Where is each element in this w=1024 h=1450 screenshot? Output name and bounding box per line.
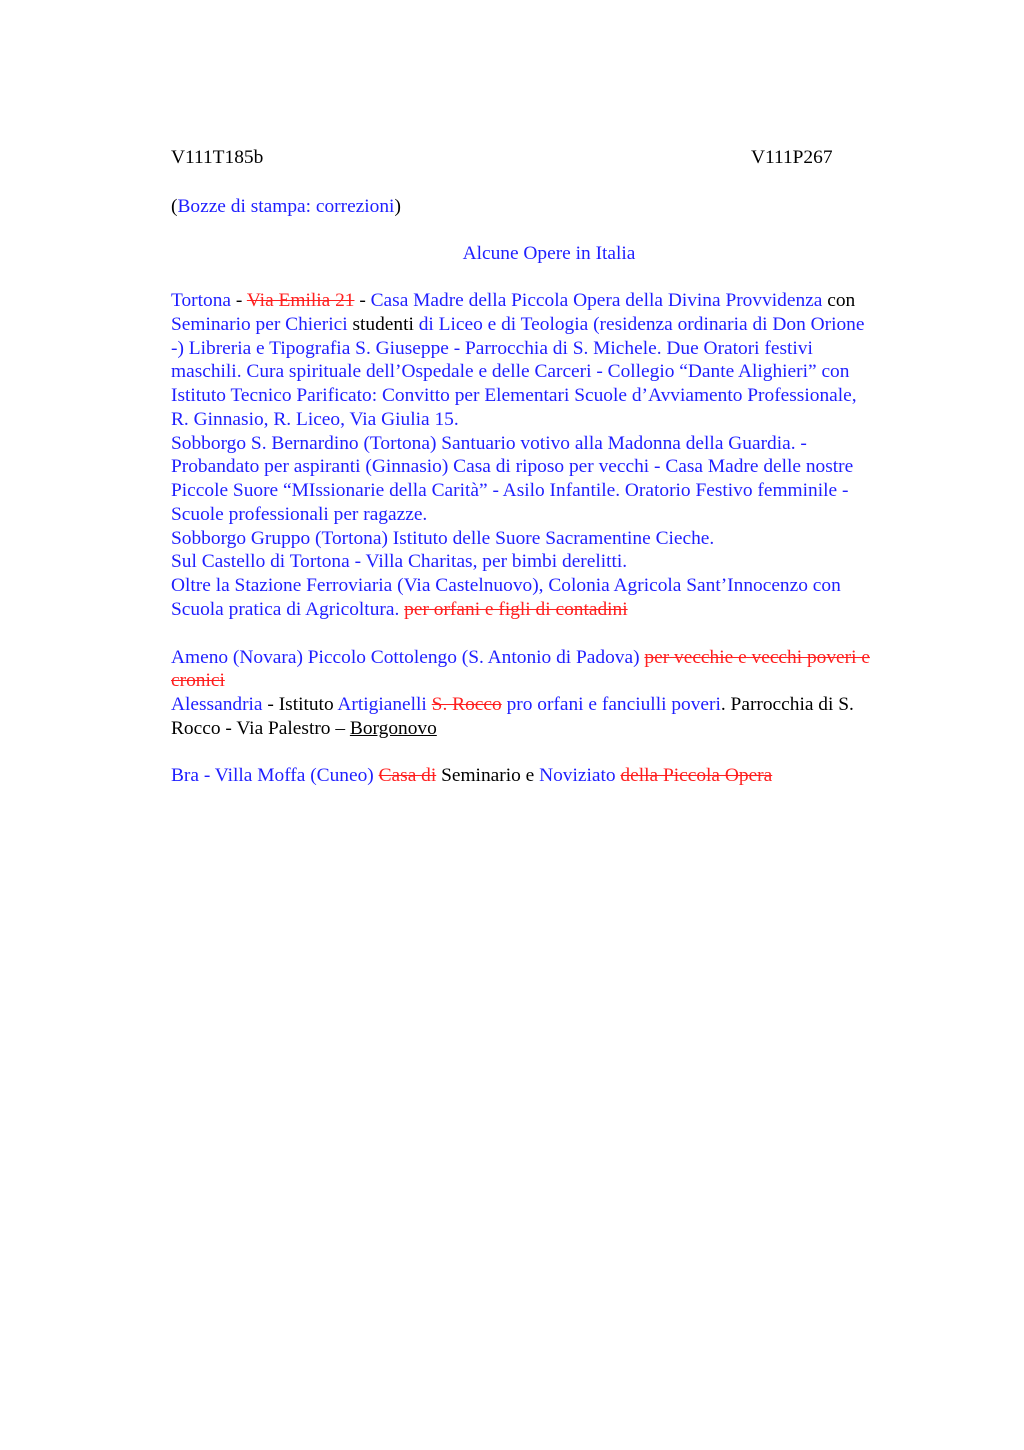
deleted-text: Casa di <box>378 765 437 786</box>
text-segment: Alessandria <box>171 694 263 715</box>
underlined-text: Borgonovo <box>349 718 437 739</box>
text-line-11 <box>171 527 714 551</box>
text-segment: Ameno (Novara) Piccolo Cottolengo (S. Antonio di Padova) <box>171 647 640 668</box>
text-line-6 <box>171 408 459 432</box>
text-line-18 <box>171 717 437 741</box>
text-segment: Seminario per Chierici <box>171 314 348 335</box>
document-id-left <box>171 146 263 170</box>
draft-note <box>171 195 401 219</box>
text-segment: Sul Castello di Tortona - Villa Charitas, per bimbi derelitti. <box>171 551 628 572</box>
text-line-17 <box>171 693 854 717</box>
note-open-paren: ( <box>171 196 178 217</box>
text-segment: Rocco - Via Palestro – <box>171 718 350 739</box>
text-segment: Sobborgo Gruppo (Tortona) Istituto delle Suore Sacramentine Cieche. <box>171 528 715 549</box>
page-title <box>0 242 1024 266</box>
text-segment: Oltre la Stazione Ferroviaria (Via Castelnuovo), Colonia Agricola Sant’Innocenzo con <box>171 575 841 596</box>
text-segment: Artigianelli <box>337 694 427 715</box>
deleted-text: cronici <box>171 670 225 691</box>
text-line-16 <box>171 669 225 693</box>
text-segment: Bra - Villa Moffa (Cuneo) <box>171 765 374 786</box>
deleted-text: della Piccola Opera <box>620 765 773 786</box>
text-segment: Scuole professionali per ragazze. <box>171 504 428 525</box>
text-line-9 <box>171 479 848 503</box>
text-segment: di Liceo e di Teologia (residenza ordinaria di Don Orione <box>418 314 865 335</box>
text-line-2 <box>171 313 864 337</box>
right-id: V111P267 <box>751 147 833 168</box>
text-line-7 <box>171 432 807 456</box>
document-id-right <box>751 146 833 170</box>
deleted-text: S. Rocco <box>431 694 502 715</box>
text-segment: maschili. Cura spirituale dell’Ospedale e delle Carceri - Collegio “Dante Alighieri” con <box>171 361 850 382</box>
text-line-13 <box>171 574 841 598</box>
text-segment: Piccole Suore “MIssionarie della Carità” - Asilo Infantile. Oratorio Festivo femminile - <box>171 480 849 501</box>
text-line-19 <box>171 764 772 788</box>
text-segment: Noviziato <box>539 765 616 786</box>
text-segment: Scuola pratica di Agricoltura. <box>171 599 400 620</box>
note-close-paren: ) <box>394 196 401 217</box>
text-segment: Seminario e <box>436 765 540 786</box>
text-line-12 <box>171 550 627 574</box>
deleted-text: per orfani e figli di contadini <box>404 599 628 620</box>
text-segment: studenti <box>347 314 419 335</box>
text-line-10 <box>171 503 427 527</box>
note-text: Bozze di stampa: correzioni <box>177 196 395 217</box>
deleted-text: per vecchie e vecchi poveri e <box>644 647 870 668</box>
deleted-text: Via Emilia 21 <box>246 290 355 311</box>
text-segment: pro orfani e fanciulli poveri <box>506 694 721 715</box>
text-line-1 <box>171 289 855 313</box>
text-line-8 <box>171 455 853 479</box>
text-segment: Istituto Tecnico Parificato: Convitto per Elementari Scuole d’Avviamento Professionale, <box>171 385 857 406</box>
text-line-5 <box>171 384 857 408</box>
text-segment: Sobborgo S. Bernardino (Tortona) Santuario votivo alla Madonna della Guardia. - <box>171 433 807 454</box>
text-segment: R. Ginnasio, R. Liceo, Via Giulia 15. <box>171 409 459 430</box>
text-segment: -) Libreria e Tipografia S. Giuseppe - Parrocchia di S. Michele. Due Oratori festivi <box>171 338 813 359</box>
text-segment: - <box>231 290 247 311</box>
text-segment: - <box>354 290 371 311</box>
text-line-14 <box>171 598 628 622</box>
text-line-15 <box>171 646 870 670</box>
text-line-4 <box>171 360 849 384</box>
text-segment: Tortona <box>171 290 232 311</box>
left-id: V111T185b <box>171 147 264 168</box>
text-segment: Casa Madre della Piccola Opera della Divina Provvidenza <box>370 290 823 311</box>
text-segment: . Parrocchia di S. <box>720 694 854 715</box>
text-segment: con <box>822 290 856 311</box>
title-text: Alcune Opere in Italia <box>462 243 636 264</box>
text-segment: - Istituto <box>262 694 338 715</box>
text-segment: Probandato per aspiranti (Ginnasio) Casa di riposo per vecchi - Casa Madre delle nostre <box>171 456 854 477</box>
text-line-3 <box>171 337 813 361</box>
